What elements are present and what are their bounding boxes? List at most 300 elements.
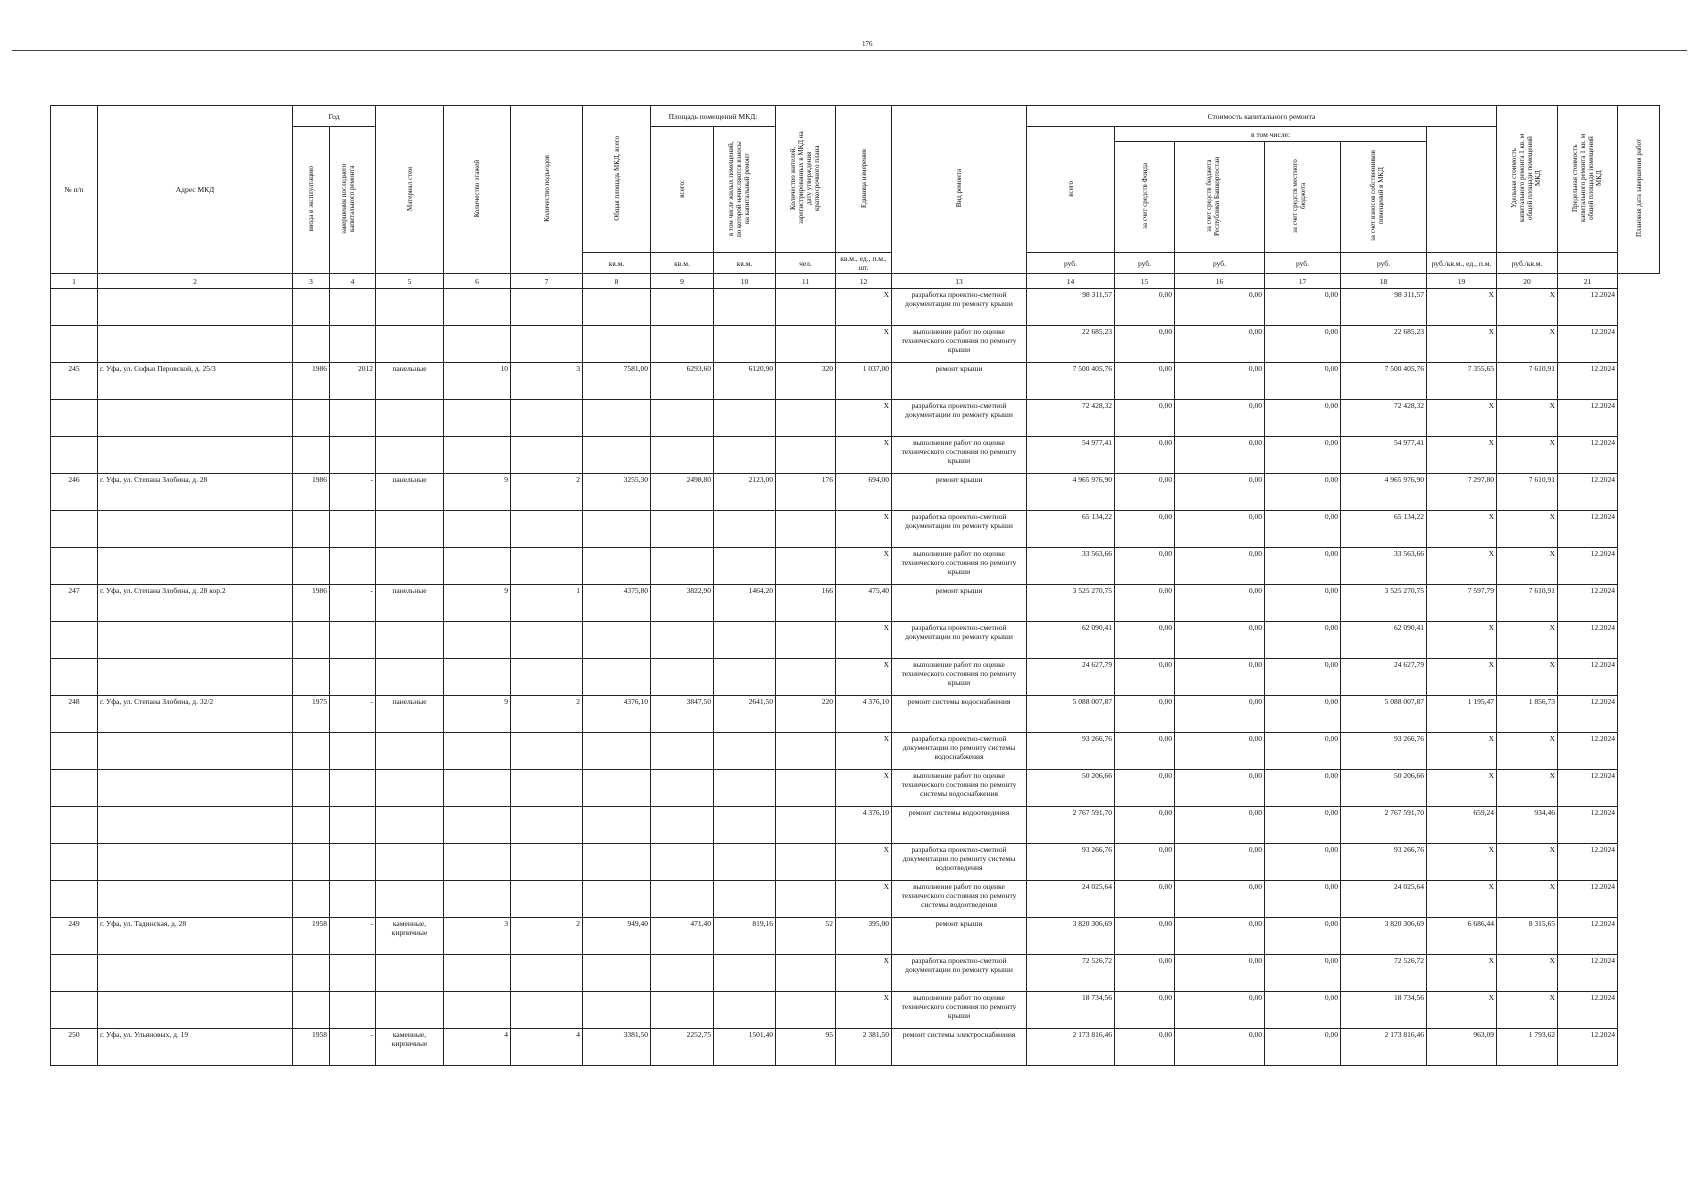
cell-area-all: 2252,75: [651, 1029, 714, 1066]
cell-cost-rb: 0,00: [1175, 918, 1265, 955]
cell-work-type: разработка проектно-сметной документации по ремонту системы водоснабжения: [892, 733, 1027, 770]
cell-row-number: [51, 326, 98, 363]
cell-wall-material: [376, 881, 444, 918]
header-owners: за счет взносов собственников помещений в МКД: [1341, 142, 1427, 253]
cell-cost-fund: 0,00: [1115, 548, 1175, 585]
cell-work-type: выполнение работ по оценке технического состояния по ремонту системы водоснабжения: [892, 770, 1027, 807]
unit-residents: чел.: [776, 253, 836, 274]
cell-cost-owners: 3 525 270,75: [1341, 585, 1427, 622]
column-number: 17: [1265, 274, 1341, 289]
cell-wall-material: [376, 992, 444, 1029]
cell-limit-cost: X: [1497, 437, 1558, 474]
cell-cost-total: 50 206,66: [1027, 770, 1115, 807]
cell-cost-fund: 0,00: [1115, 437, 1175, 474]
cell-cost-rb: 0,00: [1175, 511, 1265, 548]
cell-row-number: [51, 992, 98, 1029]
cell-work-type: ремонт системы электроснабжения: [892, 1029, 1027, 1066]
cell-cost-local: 0,00: [1265, 400, 1341, 437]
cell-cost-fund: 0,00: [1115, 807, 1175, 844]
table-row: [51, 326, 1660, 363]
cell-year-built: [293, 289, 330, 326]
cell-unit-cost: 659,24: [1427, 807, 1497, 844]
cell-limit-cost: X: [1497, 992, 1558, 1029]
cell-unit-value: X: [836, 289, 892, 326]
cell-unit-value: 1 037,00: [836, 363, 892, 400]
cell-floors: 9: [444, 474, 511, 511]
header-limit-cost: Предельная стоимость капитального ремонта 1 кв. м общей площади помещений МКД: [1558, 106, 1618, 253]
cell-plan-date: 12.2024: [1558, 437, 1618, 474]
cell-area-owned: 1464,20: [714, 585, 776, 622]
cell-floors: 3: [444, 918, 511, 955]
cell-area-owned: [714, 622, 776, 659]
cell-unit-value: X: [836, 511, 892, 548]
cell-area-all: 3847,50: [651, 696, 714, 733]
cell-cost-rb: 0,00: [1175, 326, 1265, 363]
cell-unit-cost: X: [1427, 289, 1497, 326]
cell-entrances: 2: [511, 918, 583, 955]
cell-year-built: [293, 400, 330, 437]
cell-total-area: 4375,80: [583, 585, 651, 622]
header-unit-cost: Удельная стоимость капитального ремонта 1 кв. м общей площади помещений МКД: [1497, 106, 1558, 253]
cell-cost-rb: 0,00: [1175, 622, 1265, 659]
unit-total-area: кв.м.: [583, 253, 651, 274]
cell-wall-material: [376, 400, 444, 437]
cell-work-type: ремонт крыши: [892, 585, 1027, 622]
cell-cost-total: 24 025,64: [1027, 881, 1115, 918]
cell-plan-date: 12.2024: [1558, 918, 1618, 955]
cell-wall-material: [376, 289, 444, 326]
cell-cost-rb: 0,00: [1175, 733, 1265, 770]
cell-cost-owners: 54 977,41: [1341, 437, 1427, 474]
header-date: Плановая дата завершения работ: [1618, 106, 1660, 274]
cell-floors: 10: [444, 363, 511, 400]
cell-year-last-repair: 2012: [330, 363, 376, 400]
header-rb: за счет средств бюджета Республики Башкортостан: [1175, 142, 1265, 253]
cell-unit-value: X: [836, 733, 892, 770]
column-number: 18: [1341, 274, 1427, 289]
cell-year-last-repair: [330, 400, 376, 437]
cell-wall-material: [376, 437, 444, 474]
cell-year-last-repair: -: [330, 696, 376, 733]
cell-total-area: [583, 511, 651, 548]
cell-wall-material: панельные: [376, 696, 444, 733]
cell-cost-owners: 65 134,22: [1341, 511, 1427, 548]
cell-cost-fund: 0,00: [1115, 733, 1175, 770]
cell-plan-date: 12.2024: [1558, 881, 1618, 918]
cell-cost-local: 0,00: [1265, 1029, 1341, 1066]
cell-cost-local: 0,00: [1265, 437, 1341, 474]
header-wall: Материал стен: [376, 106, 444, 274]
cell-total-area: [583, 770, 651, 807]
cell-total-area: [583, 289, 651, 326]
cell-year-built: [293, 844, 330, 881]
cell-address: [98, 807, 293, 844]
cell-year-last-repair: -: [330, 474, 376, 511]
cell-address: [98, 400, 293, 437]
cell-plan-date: 12.2024: [1558, 585, 1618, 622]
cell-area-all: [651, 400, 714, 437]
cell-entrances: [511, 548, 583, 585]
cell-year-last-repair: [330, 992, 376, 1029]
cell-cost-local: 0,00: [1265, 474, 1341, 511]
cell-cost-fund: 0,00: [1115, 326, 1175, 363]
cell-row-number: [51, 659, 98, 696]
cell-limit-cost: 1 793,62: [1497, 1029, 1558, 1066]
cell-area-all: [651, 326, 714, 363]
cell-cost-fund: 0,00: [1115, 400, 1175, 437]
cell-unit-cost: X: [1427, 400, 1497, 437]
cell-limit-cost: 7 610,91: [1497, 585, 1558, 622]
cell-year-built: [293, 992, 330, 1029]
cell-limit-cost: X: [1497, 733, 1558, 770]
cell-cost-local: 0,00: [1265, 881, 1341, 918]
cell-area-owned: [714, 326, 776, 363]
cell-cost-total: 54 977,41: [1027, 437, 1115, 474]
cell-floors: 9: [444, 696, 511, 733]
table-header: [51, 106, 1660, 289]
cell-cost-total: 33 563,66: [1027, 548, 1115, 585]
cell-year-built: [293, 326, 330, 363]
cell-area-owned: [714, 289, 776, 326]
cell-row-number: [51, 770, 98, 807]
cell-row-number: [51, 733, 98, 770]
cell-year-built: [293, 881, 330, 918]
cell-cost-rb: 0,00: [1175, 437, 1265, 474]
cell-residents: [776, 548, 836, 585]
cell-address: г. Уфа, ул. Степана Злобина, д. 32/2: [98, 696, 293, 733]
cell-cost-rb: 0,00: [1175, 363, 1265, 400]
cell-residents: 52: [776, 918, 836, 955]
cell-entrances: [511, 807, 583, 844]
cell-unit-cost: X: [1427, 548, 1497, 585]
cell-plan-date: 12.2024: [1558, 696, 1618, 733]
cell-cost-local: 0,00: [1265, 363, 1341, 400]
cell-unit-cost: X: [1427, 659, 1497, 696]
cell-residents: [776, 807, 836, 844]
cell-area-all: [651, 992, 714, 1029]
cell-cost-fund: 0,00: [1115, 363, 1175, 400]
cell-cost-total: 7 500 405,76: [1027, 363, 1115, 400]
cell-address: [98, 548, 293, 585]
cell-unit-cost: X: [1427, 770, 1497, 807]
cell-cost-fund: 0,00: [1115, 844, 1175, 881]
cell-row-number: 249: [51, 918, 98, 955]
cell-area-all: [651, 659, 714, 696]
cell-residents: [776, 326, 836, 363]
cell-wall-material: [376, 733, 444, 770]
cell-work-type: выполнение работ по оценке технического состояния по ремонту крыши: [892, 992, 1027, 1029]
table-row: [51, 918, 1660, 955]
cell-unit-cost: 7 297,80: [1427, 474, 1497, 511]
cell-unit-value: X: [836, 437, 892, 474]
cell-cost-rb: 0,00: [1175, 807, 1265, 844]
cell-row-number: [51, 622, 98, 659]
table-row: [51, 770, 1660, 807]
header-area-owned: в том числе жилых помещений, по которой начисляются взносы на капитальный ремонт: [714, 127, 776, 253]
cell-work-type: выполнение работ по оценке технического состояния по ремонту крыши: [892, 437, 1027, 474]
cell-cost-local: 0,00: [1265, 955, 1341, 992]
cell-year-built: [293, 622, 330, 659]
cell-total-area: 4376,10: [583, 696, 651, 733]
cell-total-area: [583, 807, 651, 844]
column-number: 1: [51, 274, 98, 289]
cell-area-all: [651, 807, 714, 844]
cell-cost-owners: 3 820 306,69: [1341, 918, 1427, 955]
cell-row-number: [51, 807, 98, 844]
cell-wall-material: [376, 955, 444, 992]
page-number: 176: [862, 40, 873, 48]
cell-unit-value: X: [836, 622, 892, 659]
cell-entrances: [511, 881, 583, 918]
cell-unit-value: X: [836, 955, 892, 992]
cell-year-built: [293, 955, 330, 992]
cell-limit-cost: 8 315,65: [1497, 918, 1558, 955]
cell-wall-material: панельные: [376, 474, 444, 511]
cell-row-number: [51, 437, 98, 474]
cell-unit-cost: 7 597,79: [1427, 585, 1497, 622]
header-fund: за счет средств Фонда: [1115, 142, 1175, 253]
cell-cost-fund: 0,00: [1115, 585, 1175, 622]
column-number: 19: [1427, 274, 1497, 289]
cell-cost-local: 0,00: [1265, 770, 1341, 807]
cell-year-last-repair: [330, 881, 376, 918]
cell-address: [98, 881, 293, 918]
cell-area-owned: [714, 955, 776, 992]
cell-cost-rb: 0,00: [1175, 400, 1265, 437]
cell-area-owned: 819,16: [714, 918, 776, 955]
cell-area-all: 2498,80: [651, 474, 714, 511]
cell-cost-local: 0,00: [1265, 659, 1341, 696]
cell-residents: [776, 659, 836, 696]
cell-year-built: 1958: [293, 918, 330, 955]
cell-area-owned: [714, 992, 776, 1029]
cell-residents: 95: [776, 1029, 836, 1066]
cell-unit-value: X: [836, 400, 892, 437]
cell-wall-material: [376, 659, 444, 696]
cell-cost-total: 3 820 306,69: [1027, 918, 1115, 955]
cell-cost-fund: 0,00: [1115, 992, 1175, 1029]
cell-cost-rb: 0,00: [1175, 844, 1265, 881]
cell-unit-value: X: [836, 659, 892, 696]
cell-limit-cost: X: [1497, 770, 1558, 807]
cell-work-type: разработка проектно-сметной документации по ремонту крыши: [892, 955, 1027, 992]
header-floors: Количество этажей: [444, 106, 511, 274]
cell-total-area: [583, 992, 651, 1029]
cell-address: [98, 733, 293, 770]
column-number: 14: [1027, 274, 1115, 289]
cell-cost-local: 0,00: [1265, 326, 1341, 363]
cell-limit-cost: X: [1497, 659, 1558, 696]
cell-cost-rb: 0,00: [1175, 1029, 1265, 1066]
unit-area-all: кв.м.: [651, 253, 714, 274]
cell-address: [98, 326, 293, 363]
cell-year-last-repair: [330, 844, 376, 881]
cell-row-number: 245: [51, 363, 98, 400]
cell-year-built: [293, 659, 330, 696]
cell-unit-value: 475,40: [836, 585, 892, 622]
cell-wall-material: [376, 770, 444, 807]
cell-cost-rb: 0,00: [1175, 881, 1265, 918]
cell-cost-rb: 0,00: [1175, 955, 1265, 992]
cell-unit-cost: 963,09: [1427, 1029, 1497, 1066]
cell-cost-owners: 98 311,57: [1341, 289, 1427, 326]
cell-year-built: 1975: [293, 696, 330, 733]
cell-unit-value: X: [836, 844, 892, 881]
cell-entrances: 2: [511, 474, 583, 511]
cell-wall-material: [376, 326, 444, 363]
cell-cost-rb: 0,00: [1175, 992, 1265, 1029]
column-number: 21: [1558, 274, 1618, 289]
cell-plan-date: 12.2024: [1558, 844, 1618, 881]
table-row: [51, 363, 1660, 400]
cell-cost-owners: 50 206,66: [1341, 770, 1427, 807]
column-number: 20: [1497, 274, 1558, 289]
table-row: [51, 474, 1660, 511]
cell-cost-owners: 22 685,23: [1341, 326, 1427, 363]
unit-area-owned: кв.м.: [714, 253, 776, 274]
cell-total-area: [583, 548, 651, 585]
header-cost-group: Стоимость капитального ремонта: [1027, 106, 1497, 127]
cell-year-last-repair: [330, 955, 376, 992]
cell-cost-total: 2 173 816,46: [1027, 1029, 1115, 1066]
cell-cost-fund: 0,00: [1115, 622, 1175, 659]
cell-wall-material: панельные: [376, 363, 444, 400]
cell-cost-total: 4 965 976,90: [1027, 474, 1115, 511]
cell-plan-date: 12.2024: [1558, 474, 1618, 511]
cell-address: [98, 992, 293, 1029]
cell-unit-cost: 1 195,47: [1427, 696, 1497, 733]
cell-cost-owners: 7 500 405,76: [1341, 363, 1427, 400]
cell-address: [98, 289, 293, 326]
cell-residents: [776, 733, 836, 770]
cell-cost-owners: 4 965 976,90: [1341, 474, 1427, 511]
table-row: [51, 696, 1660, 733]
cell-residents: 176: [776, 474, 836, 511]
cell-area-all: [651, 511, 714, 548]
repair-plan-table: [50, 105, 1660, 1066]
cell-floors: [444, 289, 511, 326]
cell-unit-value: 2 381,50: [836, 1029, 892, 1066]
cell-total-area: [583, 326, 651, 363]
table-row: [51, 807, 1660, 844]
cell-cost-local: 0,00: [1265, 992, 1341, 1029]
cell-address: [98, 511, 293, 548]
cell-row-number: [51, 511, 98, 548]
cell-unit-value: X: [836, 770, 892, 807]
cell-area-all: [651, 733, 714, 770]
column-number: 12: [836, 274, 892, 289]
cell-cost-local: 0,00: [1265, 918, 1341, 955]
cell-total-area: 3381,50: [583, 1029, 651, 1066]
cell-area-owned: [714, 844, 776, 881]
cell-floors: 4: [444, 1029, 511, 1066]
cell-plan-date: 12.2024: [1558, 511, 1618, 548]
header-num: № п/п: [51, 106, 98, 274]
cell-floors: [444, 326, 511, 363]
cell-row-number: [51, 844, 98, 881]
cell-total-area: [583, 955, 651, 992]
cell-limit-cost: X: [1497, 511, 1558, 548]
cell-entrances: [511, 326, 583, 363]
column-number: 3: [293, 274, 330, 289]
cell-work-type: ремонт крыши: [892, 474, 1027, 511]
cell-limit-cost: X: [1497, 289, 1558, 326]
cell-unit-value: X: [836, 881, 892, 918]
cell-entrances: 1: [511, 585, 583, 622]
unit-limit-cost: руб./кв.м.: [1497, 253, 1558, 274]
cell-floors: [444, 770, 511, 807]
cell-floors: [444, 511, 511, 548]
cell-entrances: [511, 622, 583, 659]
cell-wall-material: [376, 807, 444, 844]
cell-entrances: [511, 770, 583, 807]
header-area-group: Площадь помещений МКД:: [651, 106, 776, 127]
table-row: [51, 881, 1660, 918]
cell-area-all: 6293,60: [651, 363, 714, 400]
cell-unit-cost: X: [1427, 437, 1497, 474]
cell-limit-cost: 1 856,73: [1497, 696, 1558, 733]
cell-work-type: ремонт системы водоснабжения: [892, 696, 1027, 733]
cell-limit-cost: X: [1497, 326, 1558, 363]
cell-year-built: [293, 548, 330, 585]
cell-cost-rb: 0,00: [1175, 548, 1265, 585]
cell-work-type: ремонт крыши: [892, 918, 1027, 955]
cell-unit-cost: X: [1427, 511, 1497, 548]
cell-unit-cost: 7 355,65: [1427, 363, 1497, 400]
header-residents: Количество жителей, зарегистрированных в МКД на дату утверждения краткосрочного плана: [776, 106, 836, 253]
cell-limit-cost: 934,46: [1497, 807, 1558, 844]
cell-work-type: разработка проектно-сметной документации по ремонту крыши: [892, 622, 1027, 659]
cell-work-type: ремонт крыши: [892, 363, 1027, 400]
cell-cost-total: 98 311,57: [1027, 289, 1115, 326]
cell-cost-owners: 72 526,72: [1341, 955, 1427, 992]
cell-work-type: разработка проектно-сметной документации по ремонту крыши: [892, 511, 1027, 548]
cell-area-owned: [714, 400, 776, 437]
cell-address: г. Уфа, ул. Степана Злобина, д. 28: [98, 474, 293, 511]
cell-cost-owners: 24 627,79: [1341, 659, 1427, 696]
header-year-last-repair: завершения последнего капитального ремонта: [330, 127, 376, 274]
cell-year-last-repair: [330, 511, 376, 548]
cell-entrances: [511, 437, 583, 474]
cell-floors: [444, 733, 511, 770]
cell-floors: 9: [444, 585, 511, 622]
cell-entrances: [511, 844, 583, 881]
cell-wall-material: панельные: [376, 585, 444, 622]
table-row: [51, 992, 1660, 1029]
column-number: 13: [892, 274, 1027, 289]
cell-address: [98, 622, 293, 659]
cell-cost-total: 22 685,23: [1027, 326, 1115, 363]
cell-address: [98, 770, 293, 807]
cell-cost-owners: 24 025,64: [1341, 881, 1427, 918]
cell-cost-total: 18 734,56: [1027, 992, 1115, 1029]
column-number: 8: [583, 274, 651, 289]
cell-plan-date: 12.2024: [1558, 548, 1618, 585]
cell-unit-value: X: [836, 992, 892, 1029]
cell-plan-date: 12.2024: [1558, 363, 1618, 400]
cell-year-last-repair: -: [330, 918, 376, 955]
cell-year-last-repair: [330, 437, 376, 474]
cell-plan-date: 12.2024: [1558, 955, 1618, 992]
cell-cost-total: 3 525 270,75: [1027, 585, 1115, 622]
cell-cost-local: 0,00: [1265, 511, 1341, 548]
cell-unit-value: 4 376,10: [836, 696, 892, 733]
cell-row-number: [51, 289, 98, 326]
cell-cost-fund: 0,00: [1115, 881, 1175, 918]
cell-plan-date: 12.2024: [1558, 622, 1618, 659]
cell-floors: [444, 659, 511, 696]
cell-cost-owners: 93 266,76: [1341, 844, 1427, 881]
